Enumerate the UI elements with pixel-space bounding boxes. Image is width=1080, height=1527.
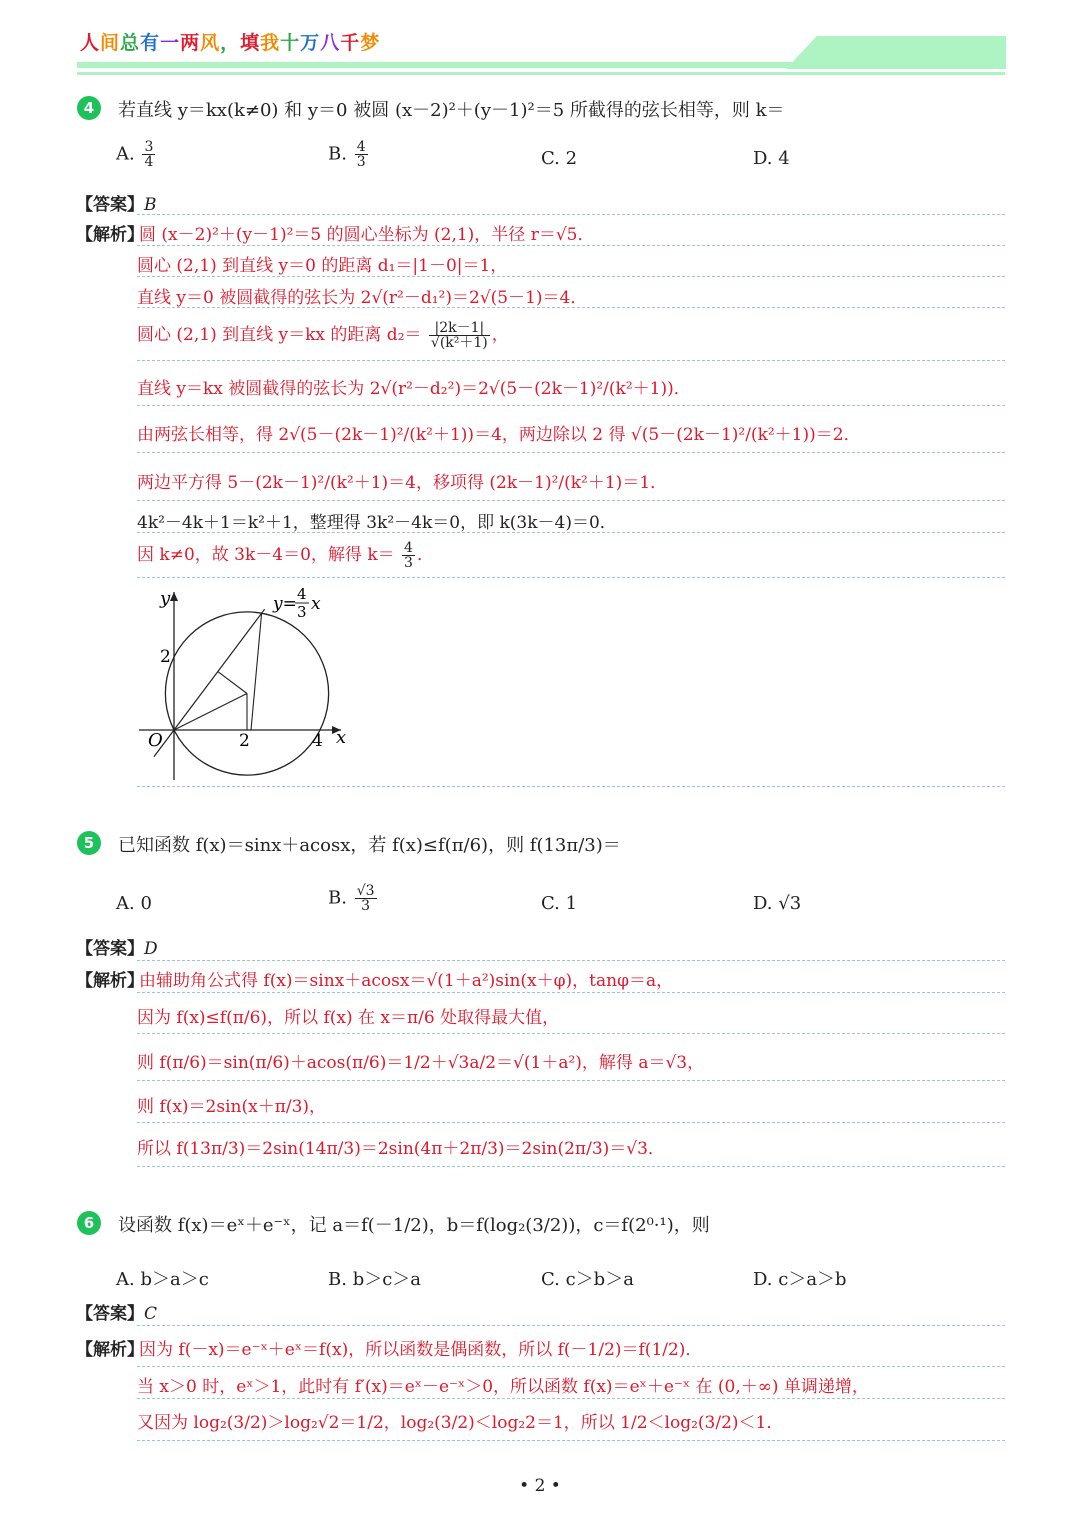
- line-label-num: 4: [297, 585, 307, 603]
- question-stem: 已知函数 f(x)＝sinx＋acosx，若 f(x)≤f(π/6)，则 f(13π/3)＝: [118, 835, 621, 856]
- radius-segment: [174, 694, 247, 731]
- option-a: A. $\frac{3}{4}$: [116, 139, 154, 170]
- header-slogan: [80, 28, 380, 55]
- line-label-den: 3: [297, 603, 307, 621]
- analysis-line: 因为 f(x)≤f(π/6)，所以 f(x) 在 x＝π/6 处取得最大值，: [137, 1008, 560, 1028]
- circle-line-figure: [136, 580, 366, 785]
- line-label-prefix: y=: [273, 594, 297, 614]
- analysis-line: 直线 y＝0 被圆截得的弦长为 2√(r²－d₁²)＝2√(5－1)＝4．: [137, 288, 588, 308]
- option-b: B. b＞c＞a: [328, 1269, 422, 1290]
- slogan-char: 间: [100, 32, 121, 54]
- x-tick-label-4: 4: [312, 731, 323, 751]
- slogan-char: 万: [300, 32, 321, 54]
- slogan-char: 千: [340, 32, 361, 54]
- slogan-char: 十: [280, 32, 301, 54]
- distance-d2: [218, 672, 247, 694]
- y-tick-label: 2: [160, 647, 171, 667]
- analysis-line: 因为 f(－x)＝e⁻ˣ＋eˣ＝f(x)，所以函数是偶函数，所以 f(－1/2)＝f(1/2)．: [139, 1340, 703, 1360]
- option-d: D. √3: [753, 893, 802, 914]
- analysis-line: 圆心 (2,1) 到直线 y＝0 的距离 d₁＝|1－0|＝1，: [137, 256, 508, 276]
- slogan-char: 八: [320, 32, 341, 54]
- option-a: A. 0: [116, 893, 152, 914]
- x-axis-label: x: [336, 727, 347, 748]
- y-axis-arrow: [170, 592, 178, 601]
- header-rule: [77, 62, 1005, 68]
- header-rule-thin: [77, 72, 1005, 75]
- slogan-char: 有: [140, 32, 161, 54]
- option-c: C. c＞b＞a: [541, 1269, 634, 1290]
- analysis-line: 4k²－4k＋1＝k²＋1，整理得 3k²－4k＝0，即 k(3k－4)＝0．: [137, 513, 617, 533]
- chord-helper: [251, 613, 262, 730]
- slogan-char: 总: [120, 32, 141, 54]
- option-c: C. 2: [541, 148, 578, 169]
- question-number-badge: 5: [77, 831, 101, 855]
- slogan-char: 填: [240, 32, 261, 54]
- option-d: D. c＞a＞b: [753, 1269, 847, 1290]
- analysis-line: 所以 f(13π/3)＝2sin(14π/3)＝2sin(4π＋2π/3)＝2sin(2π/3)＝√3．: [137, 1139, 665, 1159]
- analysis-line: 则 f(x)＝2sin(x＋π/3)，: [137, 1097, 327, 1117]
- page-number: • 2 •: [519, 1476, 561, 1496]
- slogan-char: 人: [80, 32, 101, 54]
- analysis-line: 两边平方得 5－(2k－1)²/(k²＋1)＝4，移项得 (2k－1)²/(k²＋1)＝1．: [137, 473, 668, 493]
- slogan-char: 两: [180, 32, 201, 54]
- slogan-char: 我: [260, 32, 281, 54]
- answer-line: 【答案】D: [76, 939, 158, 959]
- analysis-line: 圆 (x－2)²＋(y－1)²＝5 的圆心坐标为 (2,1)，半径 r＝√5．: [139, 225, 595, 245]
- analysis-line: 由辅助角公式得 f(x)＝sinx＋acosx＝√(1＋a²)sin(x＋φ)，tanφ＝a，: [139, 971, 674, 991]
- analysis-label: 【解析】: [76, 225, 144, 245]
- option-d: D. 4: [753, 148, 790, 169]
- slogan-char: ，: [220, 32, 241, 54]
- analysis-line: 则 f(π/6)＝sin(π/6)＋acos(π/6)＝1/2＋√3a/2＝√(1＋a²)，解得 a＝√3，: [137, 1053, 705, 1073]
- question-number-badge: 4: [77, 96, 101, 120]
- question-number-badge: 6: [77, 1211, 101, 1235]
- origin-label: O: [148, 730, 163, 751]
- analysis-line: 直线 y＝kx 被圆截得的弦长为 2√(r²－d₂²)＝2√(5－(2k－1)²/(k²＋1))．: [137, 379, 691, 399]
- analysis-label: 【解析】: [76, 1340, 144, 1360]
- slogan-char: 梦: [360, 32, 381, 54]
- analysis-line: 又因为 log₂(3/2)＞log₂√2＝1/2，log₂(3/2)＜log₂2＝1，所以 1/2＜log₂(3/2)＜1．: [137, 1413, 784, 1433]
- analysis-label: 【解析】: [76, 971, 144, 991]
- analysis-line: 因 k≠0，故 3k－4＝0，解得 k＝ $\frac{4}{3}$ ．: [137, 540, 434, 571]
- slogan-char: 风: [200, 32, 221, 54]
- answer-line: 【答案】C: [76, 1304, 158, 1324]
- slogan-char: 一: [160, 32, 181, 54]
- answer-line: 【答案】B: [76, 195, 157, 215]
- option-a: A. b＞a＞c: [116, 1269, 209, 1290]
- y-axis-label: y: [160, 588, 171, 609]
- option-b: B. $\frac{√3}{3}$: [328, 883, 375, 914]
- line-label-suffix: x: [311, 594, 321, 614]
- option-b: B. $\frac{4}{3}$: [328, 139, 366, 170]
- analysis-line: 由两弦长相等，得 2√(5－(2k－1)²/(k²＋1))＝4，两边除以 2 得 √(5－(2k－1)²/(k²＋1))＝2．: [137, 425, 861, 445]
- question-stem: 设函数 f(x)＝eˣ＋e⁻ˣ，记 a＝f(－1/2)，b＝f(log₂(3/2))，c＝f(2⁰·¹)，则: [118, 1215, 710, 1236]
- x-tick-label-2: 2: [239, 731, 250, 751]
- option-c: C. 1: [541, 893, 578, 914]
- analysis-line: 当 x＞0 时，eˣ＞1，此时有 f′(x)＝eˣ－e⁻ˣ＞0，所以函数 f(x)＝eˣ＋e⁻ˣ 在 (0,＋∞) 单调递增，: [137, 1377, 869, 1397]
- analysis-line: 圆心 (2,1) 到直线 y＝kx 的距离 d₂＝ $\frac{|2k-1|}{\text{√(k²＋1)}}$ ，: [137, 320, 509, 351]
- question-stem: 若直线 y＝kx(k≠0) 和 y＝0 被圆 (x－2)²＋(y－1)²＝5 所截得的弦长相等，则 k＝: [118, 100, 785, 121]
